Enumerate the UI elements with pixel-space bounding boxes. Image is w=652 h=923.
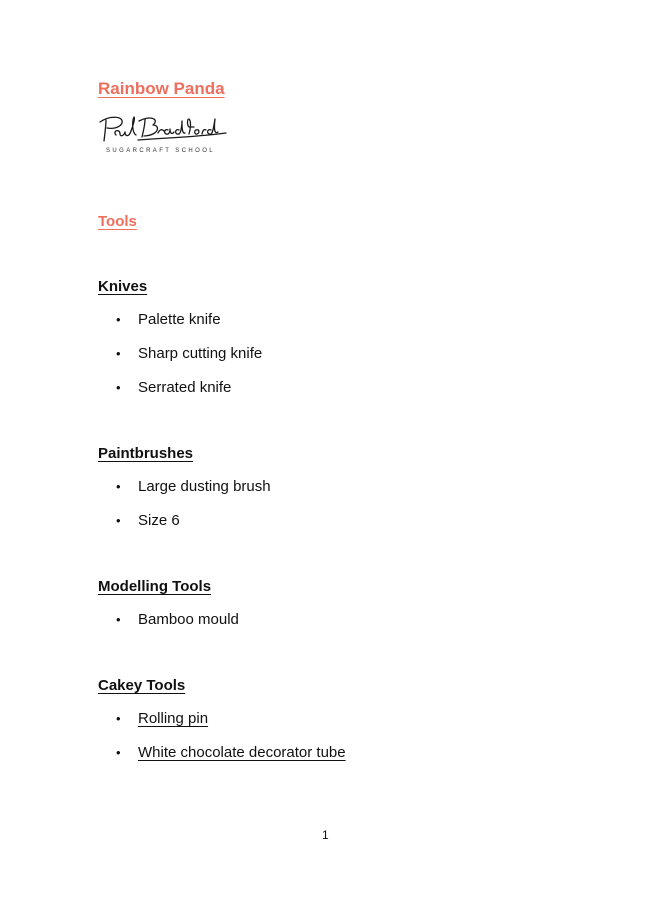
paul-bradford-logo xyxy=(98,113,228,159)
list-item-label: Bamboo mould xyxy=(138,611,239,628)
bullet-icon: • xyxy=(116,312,121,327)
list-item-label: Sharp cutting knife xyxy=(138,345,263,362)
list-item-label: Size 6 xyxy=(138,512,180,529)
bullet-icon: • xyxy=(116,380,121,395)
bullet-icon: • xyxy=(116,745,121,760)
group-heading-knives: Knives xyxy=(98,278,148,295)
list-item xyxy=(116,311,221,328)
bullet-icon: • xyxy=(116,612,121,627)
list-item xyxy=(116,744,346,761)
list-item xyxy=(116,478,271,495)
bullet-icon: • xyxy=(116,479,121,494)
white-chocolate-decorator-tube-link[interactable]: White chocolate decorator tube xyxy=(138,744,346,761)
list-item xyxy=(116,345,262,362)
group-heading-paintbrushes: Paintbrushes xyxy=(98,445,194,462)
list-item xyxy=(116,710,208,727)
group-heading-cakey-tools: Cakey Tools xyxy=(98,677,186,694)
list-item xyxy=(116,512,180,529)
rolling-pin-link[interactable]: Rolling pin xyxy=(138,710,209,727)
page-number: 1 xyxy=(322,828,329,842)
group-heading-modelling-tools: Modelling Tools xyxy=(98,578,212,595)
list-item-label: Large dusting brush xyxy=(138,478,271,495)
list-item xyxy=(116,379,231,396)
bullet-icon: • xyxy=(116,346,121,361)
bullet-icon: • xyxy=(116,513,121,528)
list-item-label: Palette knife xyxy=(138,311,221,328)
document-title: Rainbow Panda xyxy=(98,79,225,98)
signature-logo-icon xyxy=(98,113,228,147)
bullet-icon: • xyxy=(116,711,121,726)
list-item-label: Serrated knife xyxy=(138,379,232,396)
logo-subtitle: SUGARCRAFT SCHOOL xyxy=(106,148,216,154)
section-title: Tools xyxy=(98,213,137,230)
list-item xyxy=(116,611,239,628)
